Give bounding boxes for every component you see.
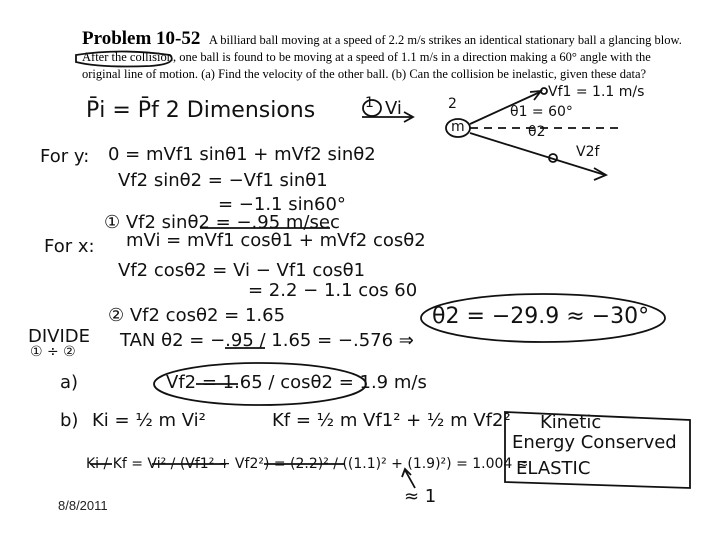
y-equation-3: = −1.1 sin60° bbox=[218, 194, 346, 215]
diagram-theta2-label: θ2 bbox=[528, 124, 546, 140]
ki-equation: Ki = ½ m Vi² bbox=[92, 410, 206, 431]
conclusion-elastic: ELASTIC bbox=[516, 458, 591, 479]
y-equation-2: Vf2 sinθ2 = −Vf1 sinθ1 bbox=[118, 170, 328, 191]
diagram-vi-label: Vi bbox=[385, 98, 402, 119]
x-equation-3: = 2.2 − 1.1 cos 60 bbox=[248, 280, 418, 301]
problem-title: Problem 10-52 bbox=[82, 28, 201, 49]
x-equation-1: mVi = mVf1 cosθ1 + mVf2 cosθ2 bbox=[126, 230, 426, 251]
approx-one: ≈ 1 bbox=[404, 486, 437, 507]
y-equation-4: ① Vf2 sinθ2 = −.95 m/sec bbox=[104, 212, 340, 233]
glancing-blow-circle bbox=[76, 52, 172, 67]
vf2-equation: Vf2 = 1.65 / cosθ2 = 1.9 m/s bbox=[166, 372, 427, 393]
ratio-equation: Ki / Kf = Vi² / (Vf1² + Vf2²) = (2.2)² / ((1.1)² + (1.9)²) = 1.004 ≈ bbox=[86, 456, 529, 472]
diagram-vf1-label: Vf1 = 1.1 m/s bbox=[548, 84, 645, 100]
diagram-vf2-label: V2f bbox=[576, 144, 600, 160]
theta-result: θ2 = −29.9 ≈ −30° bbox=[432, 304, 650, 329]
momentum-equation: P̄i = P̄f 2 Dimensions bbox=[86, 98, 316, 123]
part-b-label: b) bbox=[60, 410, 79, 431]
part-a-label: a) bbox=[60, 372, 79, 393]
diagram-ball2-label: 2 bbox=[448, 96, 457, 112]
divide-sub-label: ① ÷ ② bbox=[30, 344, 76, 360]
y-equation-1: 0 = mVf1 sinθ1 + mVf2 sinθ2 bbox=[108, 144, 376, 165]
conclusion-energy: Energy Conserved bbox=[512, 432, 677, 453]
slide-date: 8/8/2011 bbox=[58, 498, 108, 513]
divide-label: DIVIDE bbox=[28, 326, 91, 347]
diagram-theta1-label: θ1 = 60° bbox=[510, 104, 573, 120]
x-equation-4: ② Vf2 cosθ2 = 1.65 bbox=[108, 305, 286, 326]
diagram-ball1-label: 1 bbox=[365, 95, 374, 111]
conclusion-kinetic: Kinetic bbox=[540, 412, 602, 433]
for-y-label: For y: bbox=[40, 146, 90, 167]
for-x-label: For x: bbox=[44, 236, 95, 257]
diagram-m-label: m bbox=[451, 119, 465, 135]
problem-body: A billiard ball moving at a speed of 2.2 m/s strikes an identical stationary ball a glancing blow. After the collision, one ball is found to be moving at a speed of 1.1 m/s in a direction making a 60° angle with the original line of motion. (a) Find the velocity of the other ball. (b) Can the collision be inelastic, given these data? bbox=[82, 33, 682, 81]
kf-equation: Kf = ½ m Vf1² + ½ m Vf2² bbox=[272, 410, 511, 431]
x-equation-2: Vf2 cosθ2 = Vi − Vf1 cosθ1 bbox=[118, 260, 366, 281]
tan-equation: TAN θ2 = −.95 / 1.65 = −.576 ⇒ bbox=[120, 330, 414, 351]
